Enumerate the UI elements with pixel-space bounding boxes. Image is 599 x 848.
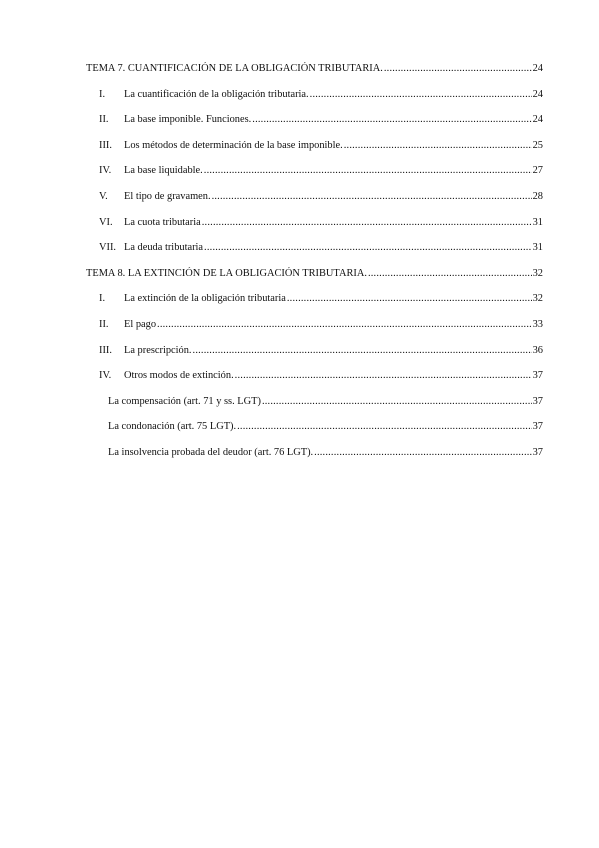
toc-entry-title: La cuantificación de la obligación tributaria. bbox=[124, 88, 309, 100]
dot-leader bbox=[368, 267, 532, 280]
toc-page-number: 37 bbox=[532, 446, 543, 458]
toc-entry-title: La compensación (art. 71 y ss. LGT) bbox=[108, 395, 261, 407]
toc-page-number: 36 bbox=[532, 344, 543, 356]
toc-entry[interactable] bbox=[86, 216, 543, 229]
toc-page-number: 32 bbox=[532, 267, 543, 279]
toc-entry-title: La insolvencia probada del deudor (art. 76 LGT). bbox=[108, 446, 314, 458]
toc-entry[interactable] bbox=[86, 344, 543, 357]
dot-leader bbox=[204, 164, 532, 177]
toc-entry-number: III. bbox=[99, 344, 112, 356]
toc-page-number: 31 bbox=[532, 242, 543, 254]
dot-leader bbox=[262, 395, 532, 408]
table-of-contents bbox=[86, 62, 543, 472]
dot-leader bbox=[310, 88, 532, 101]
toc-entry-tema-7[interactable] bbox=[86, 62, 543, 75]
toc-entry-title: La deuda tributaria bbox=[124, 242, 204, 254]
dot-leader bbox=[287, 292, 532, 305]
toc-page-number: 25 bbox=[532, 139, 543, 151]
toc-entry-number: III. bbox=[99, 139, 112, 151]
toc-entry-number: I. bbox=[99, 88, 106, 100]
toc-entry[interactable] bbox=[86, 190, 543, 203]
toc-page-number: 33 bbox=[532, 318, 543, 330]
toc-entry-title: La base liquidable. bbox=[124, 165, 203, 177]
toc-entry-title: Los métodos de determinación de la base imponible. bbox=[124, 139, 343, 151]
toc-entry[interactable] bbox=[86, 369, 543, 382]
dot-leader bbox=[193, 344, 532, 357]
toc-entry[interactable] bbox=[86, 164, 543, 177]
toc-page-number: 27 bbox=[532, 165, 543, 177]
dot-leader bbox=[252, 113, 531, 126]
toc-page-number: 37 bbox=[532, 421, 543, 433]
toc-page-number: 24 bbox=[532, 114, 543, 126]
dot-leader bbox=[384, 62, 532, 75]
toc-page-number: 24 bbox=[532, 88, 543, 100]
toc-entry-number: V. bbox=[99, 190, 108, 202]
toc-entry-tema-8[interactable] bbox=[86, 267, 543, 280]
dot-leader bbox=[202, 216, 532, 229]
toc-entry[interactable] bbox=[86, 292, 543, 305]
toc-entry[interactable] bbox=[86, 113, 543, 126]
toc-page-number: 32 bbox=[532, 293, 543, 305]
toc-entry-title: El pago bbox=[124, 318, 157, 330]
toc-entry-number: IV. bbox=[99, 165, 112, 177]
toc-entry-title: TEMA 7. CUANTIFICACIÓN DE LA OBLIGACIÓN TRIBUTARIA. bbox=[86, 63, 383, 74]
toc-entry-number: IV. bbox=[99, 370, 112, 382]
toc-page-number: 37 bbox=[532, 370, 543, 382]
toc-entry[interactable] bbox=[86, 139, 543, 152]
toc-entry-number: VII. bbox=[99, 242, 117, 254]
toc-subentry[interactable] bbox=[86, 446, 543, 459]
dot-leader bbox=[235, 369, 532, 382]
toc-page-number: 37 bbox=[532, 395, 543, 407]
toc-entry-title: La base imponible. Funciones. bbox=[124, 114, 252, 126]
toc-entry-number: VI. bbox=[99, 216, 113, 228]
dot-leader bbox=[157, 318, 532, 331]
toc-page-number: 24 bbox=[532, 63, 543, 74]
toc-page-number: 28 bbox=[532, 190, 543, 202]
toc-entry-title: TEMA 8. LA EXTINCIÓN DE LA OBLIGACIÓN TRIBUTARIA. bbox=[86, 267, 367, 279]
toc-entry-title: Otros modos de extinción. bbox=[124, 370, 234, 382]
toc-entry-number: II. bbox=[99, 114, 109, 126]
dot-leader bbox=[212, 190, 532, 203]
dot-leader bbox=[314, 446, 531, 459]
toc-entry-title: La cuota tributaria bbox=[124, 216, 201, 228]
toc-entry[interactable] bbox=[86, 318, 543, 331]
dot-leader bbox=[344, 139, 532, 152]
toc-entry-number: I. bbox=[99, 293, 106, 305]
dot-leader bbox=[237, 420, 532, 433]
toc-entry-title: La extinción de la obligación tributaria bbox=[124, 293, 286, 305]
toc-entry[interactable] bbox=[86, 241, 543, 254]
toc-entry[interactable] bbox=[86, 88, 543, 101]
toc-entry-number: II. bbox=[99, 318, 109, 330]
toc-page-number: 31 bbox=[532, 216, 543, 228]
dot-leader bbox=[204, 241, 532, 254]
toc-entry-title: La condonación (art. 75 LGT). bbox=[108, 421, 237, 433]
toc-entry-title: La prescripción. bbox=[124, 344, 192, 356]
toc-subentry[interactable] bbox=[86, 420, 543, 433]
toc-entry-title: El tipo de gravamen. bbox=[124, 190, 211, 202]
toc-subentry[interactable] bbox=[86, 395, 543, 408]
